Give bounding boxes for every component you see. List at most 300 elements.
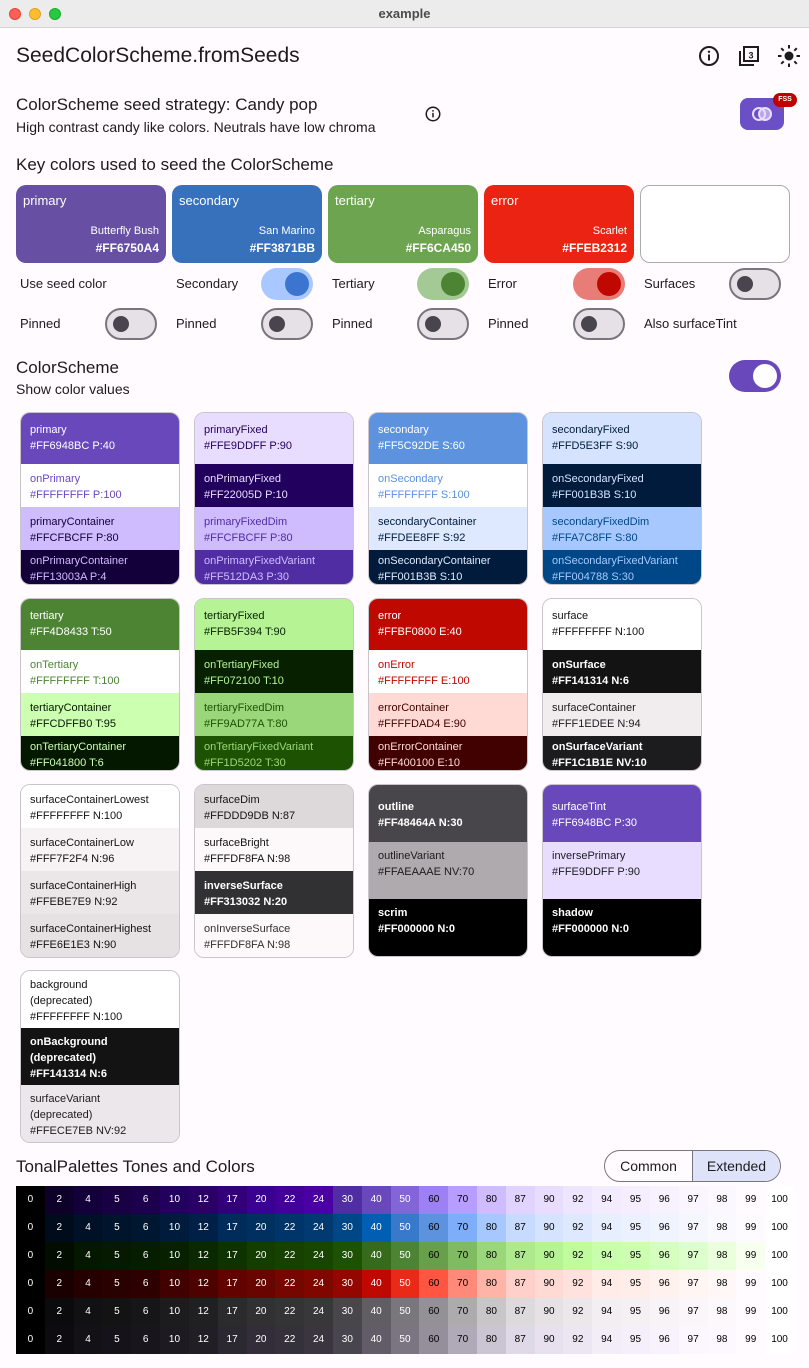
tone-swatch[interactable]: 20	[247, 1298, 276, 1326]
tone-swatch[interactable]: 10	[160, 1242, 189, 1270]
color-swatch-onSurface[interactable]	[543, 650, 701, 693]
show-values-switch[interactable]	[729, 360, 781, 392]
tone-swatch[interactable]: 60	[419, 1242, 448, 1270]
color-swatch-onTertiary[interactable]	[21, 650, 179, 693]
tone-swatch[interactable]: 98	[708, 1186, 737, 1214]
swatch-name: onErrorContainer	[378, 741, 463, 753]
row1-switch-4[interactable]	[729, 268, 781, 300]
tone-swatch[interactable]: 5	[102, 1214, 131, 1242]
tone-swatch[interactable]: 60	[419, 1270, 448, 1298]
seed-card-color-name: San Marino	[258, 225, 315, 237]
tone-swatch[interactable]: 4	[74, 1270, 103, 1298]
seed-card-label: tertiary	[335, 193, 375, 208]
tone-swatch[interactable]: 60	[419, 1326, 448, 1354]
tone-swatch[interactable]: 50	[391, 1214, 420, 1242]
tone-swatch[interactable]: 0	[16, 1298, 45, 1326]
color-swatch-onTertiaryFixedVariant[interactable]	[195, 736, 353, 770]
color-swatch-primaryFixed[interactable]	[195, 413, 353, 464]
tone-swatch[interactable]: 90	[535, 1214, 564, 1242]
tone-swatch[interactable]: 5	[102, 1242, 131, 1270]
tone-swatch[interactable]: 12	[189, 1242, 218, 1270]
color-swatch-error[interactable]	[369, 599, 527, 650]
tone-swatch[interactable]: 6	[131, 1270, 160, 1298]
row2-switch-0[interactable]	[105, 308, 157, 340]
tone-swatch[interactable]: 94	[592, 1242, 621, 1270]
tone-swatch[interactable]: 30	[333, 1270, 362, 1298]
tone-swatch[interactable]: 70	[448, 1186, 477, 1214]
tone-swatch[interactable]: 97	[679, 1214, 708, 1242]
tone-swatch[interactable]: 0	[16, 1326, 45, 1354]
swatch-value: #FF041800 T:6	[30, 757, 104, 769]
tone-swatch[interactable]: 0	[16, 1270, 45, 1298]
tone-swatch[interactable]: 95	[621, 1186, 650, 1214]
tone-swatch[interactable]: 2	[45, 1298, 74, 1326]
swatch-value: #FFFFDAD4 E:90	[378, 718, 467, 730]
tone-swatch[interactable]: 100	[765, 1270, 794, 1298]
window-titlebar	[0, 0, 809, 28]
tone-swatch[interactable]: 99	[736, 1298, 765, 1326]
tone-swatch[interactable]: 20	[247, 1270, 276, 1298]
filter-3-icon[interactable]	[737, 44, 761, 68]
tone-swatch[interactable]: 12	[189, 1186, 218, 1214]
color-swatch-inverseSurface[interactable]	[195, 871, 353, 914]
tone-swatch[interactable]: 4	[74, 1186, 103, 1214]
tone-swatch[interactable]: 6	[131, 1242, 160, 1270]
window-title: example	[378, 6, 431, 21]
row2-switch-2[interactable]	[417, 308, 469, 340]
tone-swatch[interactable]: 60	[419, 1186, 448, 1214]
swatch-value: #FFFFFFFF E:100	[378, 675, 470, 687]
tone-swatch[interactable]: 87	[506, 1298, 535, 1326]
swatch-value: #FFD5E3FF S:90	[552, 440, 639, 452]
tone-swatch[interactable]: 5	[102, 1298, 131, 1326]
color-swatch-onTertiaryFixed[interactable]	[195, 650, 353, 693]
tone-swatch[interactable]: 96	[650, 1186, 679, 1214]
tonal-heading: TonalPalettes Tones and Colors	[16, 1157, 255, 1176]
tone-swatch[interactable]: 90	[535, 1242, 564, 1270]
color-card-error	[368, 598, 528, 771]
tone-swatch[interactable]: 87	[506, 1214, 535, 1242]
swatch-name: background	[30, 979, 88, 991]
swatch-name: onSecondary	[378, 473, 443, 485]
tone-swatch[interactable]: 22	[275, 1214, 304, 1242]
tonal-segmented-control	[604, 1150, 781, 1182]
swatch-name: surface	[552, 610, 589, 622]
swatch-name: secondaryContainer	[378, 516, 477, 528]
swatch-value: #FF4D8433 T:50	[30, 626, 112, 638]
color-swatch-onErrorContainer[interactable]	[369, 736, 527, 770]
swatch-value: #FF400100 E:10	[378, 757, 460, 769]
tone-swatch[interactable]: 94	[592, 1326, 621, 1354]
segment-common[interactable]: Common	[620, 1158, 677, 1174]
strategy-info-icon[interactable]	[424, 105, 442, 123]
tone-swatch[interactable]: 70	[448, 1298, 477, 1326]
tone-swatch[interactable]: 20	[247, 1186, 276, 1214]
info-icon[interactable]	[697, 44, 721, 68]
tone-swatch[interactable]: 2	[45, 1242, 74, 1270]
color-swatch-onError[interactable]	[369, 650, 527, 693]
tone-swatch[interactable]: 10	[160, 1186, 189, 1214]
tone-swatch[interactable]: 94	[592, 1298, 621, 1326]
tone-swatch[interactable]: 97	[679, 1326, 708, 1354]
tone-swatch[interactable]: 50	[391, 1326, 420, 1354]
tone-swatch[interactable]: 92	[563, 1298, 592, 1326]
seed-color-card-surface[interactable]	[640, 185, 790, 263]
seed-card-label: secondary	[179, 193, 239, 208]
color-swatch-secondaryFixedDim[interactable]	[543, 507, 701, 550]
color-swatch-onPrimaryContainer[interactable]	[21, 550, 179, 584]
tone-swatch[interactable]: 97	[679, 1242, 708, 1270]
tonal-palettes-grid	[16, 1186, 794, 1354]
tone-swatch[interactable]: 40	[362, 1242, 391, 1270]
color-swatch-background[interactable]	[21, 971, 179, 1028]
tone-swatch[interactable]: 96	[650, 1326, 679, 1354]
swatch-value: #FFFFFFFF P:100	[30, 489, 122, 501]
tone-swatch[interactable]: 80	[477, 1270, 506, 1298]
tone-swatch[interactable]: 100	[765, 1186, 794, 1214]
color-swatch-onSecondaryFixedVariant[interactable]	[543, 550, 701, 584]
color-swatch-onPrimaryFixedVariant[interactable]	[195, 550, 353, 584]
tone-swatch[interactable]: 95	[621, 1326, 650, 1354]
tone-swatch[interactable]: 50	[391, 1270, 420, 1298]
tone-swatch[interactable]: 99	[736, 1242, 765, 1270]
row2-label-3: Pinned	[488, 316, 529, 331]
tone-swatch[interactable]: 40	[362, 1270, 391, 1298]
tone-swatch[interactable]: 87	[506, 1242, 535, 1270]
row2-label-4: Also surfaceTint	[644, 316, 737, 331]
color-swatch-primary[interactable]	[21, 413, 179, 464]
tonal-palette-row	[16, 1270, 794, 1298]
tone-swatch[interactable]: 30	[333, 1326, 362, 1354]
color-card-surfaceTint	[542, 784, 702, 957]
tone-swatch[interactable]: 50	[391, 1186, 420, 1214]
tone-swatch[interactable]: 30	[333, 1214, 362, 1242]
color-swatch-surfaceContainerLow[interactable]	[21, 828, 179, 871]
tonal-palette-row	[16, 1326, 794, 1354]
row1-switch-1[interactable]	[261, 268, 313, 300]
tone-swatch[interactable]: 60	[419, 1298, 448, 1326]
swatch-value: #FFF7F2F4 N:96	[30, 853, 115, 865]
seed-color-card-primary[interactable]	[16, 185, 166, 263]
tone-swatch[interactable]: 6	[131, 1214, 160, 1242]
swatch-value: #FFFFFFFF T:100	[30, 675, 120, 687]
tone-swatch[interactable]: 95	[621, 1214, 650, 1242]
color-swatch-onSecondary[interactable]	[369, 464, 527, 507]
row1-label-0: Use seed color	[20, 276, 107, 291]
tone-swatch[interactable]: 100	[765, 1242, 794, 1270]
tone-swatch[interactable]: 2	[45, 1326, 74, 1354]
tone-swatch[interactable]: 97	[679, 1298, 708, 1326]
color-swatch-surfaceContainerLowest[interactable]	[21, 785, 179, 828]
color-swatch-onTertiaryContainer[interactable]	[21, 736, 179, 770]
tone-swatch[interactable]: 97	[679, 1270, 708, 1298]
swatch-name: error	[378, 610, 402, 622]
tone-swatch[interactable]: 17	[218, 1214, 247, 1242]
seed-color-card-secondary[interactable]	[172, 185, 322, 263]
swatch-name: surfaceContainerHigh	[30, 880, 137, 892]
tone-swatch[interactable]: 99	[736, 1270, 765, 1298]
tone-swatch[interactable]: 17	[218, 1298, 247, 1326]
swatch-name: primaryFixedDim	[204, 516, 288, 528]
color-swatch-onSecondaryContainer[interactable]	[369, 550, 527, 584]
tone-swatch[interactable]: 4	[74, 1214, 103, 1242]
row2-switch-3[interactable]	[573, 308, 625, 340]
tone-swatch[interactable]: 98	[708, 1326, 737, 1354]
tone-swatch[interactable]: 17	[218, 1326, 247, 1354]
tone-swatch[interactable]: 95	[621, 1298, 650, 1326]
color-swatch-surfaceTint[interactable]	[543, 785, 701, 842]
tone-swatch[interactable]: 80	[477, 1326, 506, 1354]
tone-swatch[interactable]: 22	[275, 1186, 304, 1214]
color-swatch-onSurfaceVariant[interactable]	[543, 736, 701, 770]
tone-swatch[interactable]: 2	[45, 1214, 74, 1242]
color-swatch-surfaceContainerHigh[interactable]	[21, 871, 179, 914]
tone-swatch[interactable]: 50	[391, 1242, 420, 1270]
tone-swatch[interactable]: 0	[16, 1242, 45, 1270]
tone-swatch[interactable]: 2	[45, 1270, 74, 1298]
tone-swatch[interactable]: 87	[506, 1270, 535, 1298]
brightness-icon[interactable]	[777, 44, 801, 68]
tone-swatch[interactable]: 70	[448, 1270, 477, 1298]
tone-swatch[interactable]: 12	[189, 1270, 218, 1298]
color-swatch-scrim[interactable]	[369, 899, 527, 956]
tone-swatch[interactable]: 99	[736, 1326, 765, 1354]
tone-swatch[interactable]: 90	[535, 1186, 564, 1214]
tone-swatch[interactable]: 98	[708, 1242, 737, 1270]
tone-swatch[interactable]: 80	[477, 1214, 506, 1242]
color-swatch-primaryContainer[interactable]	[21, 507, 179, 550]
row1-label-1: Secondary	[176, 276, 239, 291]
tone-swatch[interactable]: 20	[247, 1214, 276, 1242]
show-values-label: Show color values	[16, 381, 130, 397]
tone-swatch[interactable]: 87	[506, 1326, 535, 1354]
swatch-name: surfaceContainerLowest	[30, 794, 149, 806]
tone-swatch[interactable]: 30	[333, 1298, 362, 1326]
swatch-value: #FF6948BC P:40	[30, 440, 115, 452]
color-swatch-onSecondaryFixed[interactable]	[543, 464, 701, 507]
tone-swatch[interactable]: 94	[592, 1186, 621, 1214]
row1-switch-3[interactable]	[573, 268, 625, 300]
color-swatch-shadow[interactable]	[543, 899, 701, 956]
tone-swatch[interactable]: 92	[563, 1326, 592, 1354]
tone-swatch[interactable]: 4	[74, 1298, 103, 1326]
tone-swatch[interactable]: 22	[275, 1298, 304, 1326]
color-swatch-secondaryContainer[interactable]	[369, 507, 527, 550]
seed-color-card-error[interactable]	[484, 185, 634, 263]
tone-swatch[interactable]: 0	[16, 1214, 45, 1242]
tone-swatch[interactable]: 4	[74, 1326, 103, 1354]
color-swatch-tertiaryContainer[interactable]	[21, 693, 179, 736]
tone-swatch[interactable]: 2	[45, 1186, 74, 1214]
row2-switch-1[interactable]	[261, 308, 313, 340]
swatch-name: onError	[378, 659, 415, 671]
color-swatch-primaryFixedDim[interactable]	[195, 507, 353, 550]
tone-swatch[interactable]: 95	[621, 1242, 650, 1270]
tone-swatch[interactable]: 12	[189, 1298, 218, 1326]
tone-swatch[interactable]: 22	[275, 1242, 304, 1270]
tone-swatch[interactable]: 20	[247, 1242, 276, 1270]
tone-swatch[interactable]: 92	[563, 1270, 592, 1298]
tone-swatch[interactable]: 5	[102, 1270, 131, 1298]
swatch-value: #FF001B3B S:10	[378, 571, 463, 583]
tone-swatch[interactable]: 92	[563, 1186, 592, 1214]
tone-swatch[interactable]: 22	[275, 1270, 304, 1298]
tone-swatch[interactable]: 30	[333, 1186, 362, 1214]
tone-swatch[interactable]: 100	[765, 1214, 794, 1242]
tone-swatch[interactable]: 100	[765, 1298, 794, 1326]
swatch-value: #FFECE7EB NV:92	[30, 1125, 127, 1137]
tone-swatch[interactable]: 98	[708, 1270, 737, 1298]
seed-card-hex: #FFEB2312	[562, 241, 627, 255]
swatch-name: secondaryFixed	[552, 424, 630, 436]
swatch-name: primary	[30, 424, 67, 436]
tone-swatch[interactable]: 80	[477, 1242, 506, 1270]
color-swatch-surfaceBright[interactable]	[195, 828, 353, 871]
swatch-name: inversePrimary	[552, 850, 626, 862]
tone-swatch[interactable]: 90	[535, 1326, 564, 1354]
swatch-name: surfaceBright	[204, 837, 269, 849]
tone-swatch[interactable]: 70	[448, 1242, 477, 1270]
tone-swatch[interactable]: 40	[362, 1326, 391, 1354]
tone-swatch[interactable]: 87	[506, 1186, 535, 1214]
tone-swatch[interactable]: 99	[736, 1214, 765, 1242]
tone-swatch[interactable]: 95	[621, 1270, 650, 1298]
key-colors-heading: Key colors used to seed the ColorScheme	[16, 155, 334, 174]
tone-swatch[interactable]: 17	[218, 1242, 247, 1270]
tone-swatch[interactable]: 6	[131, 1298, 160, 1326]
tone-swatch[interactable]: 70	[448, 1214, 477, 1242]
tone-swatch[interactable]: 40	[362, 1186, 391, 1214]
tone-swatch[interactable]: 40	[362, 1298, 391, 1326]
tone-swatch[interactable]: 17	[218, 1270, 247, 1298]
row1-label-2: Tertiary	[332, 276, 375, 291]
color-swatch-outlineVariant[interactable]	[369, 842, 527, 899]
tone-swatch[interactable]: 94	[592, 1214, 621, 1242]
color-swatch-tertiary[interactable]	[21, 599, 179, 650]
color-swatch-tertiaryFixedDim[interactable]	[195, 693, 353, 736]
tone-swatch[interactable]: 17	[218, 1186, 247, 1214]
tone-swatch[interactable]: 6	[131, 1326, 160, 1354]
tone-swatch[interactable]: 98	[708, 1214, 737, 1242]
tone-swatch[interactable]: 24	[304, 1270, 333, 1298]
color-swatch-errorContainer[interactable]	[369, 693, 527, 736]
tone-swatch[interactable]: 12	[189, 1214, 218, 1242]
tone-swatch[interactable]: 12	[189, 1326, 218, 1354]
tone-swatch[interactable]: 5	[102, 1326, 131, 1354]
tone-swatch[interactable]: 96	[650, 1270, 679, 1298]
swatch-name: (deprecated)	[30, 1109, 93, 1121]
tone-swatch[interactable]: 4	[74, 1242, 103, 1270]
color-swatch-secondary[interactable]	[369, 413, 527, 464]
color-swatch-onInverseSurface[interactable]	[195, 914, 353, 957]
tone-swatch[interactable]: 70	[448, 1326, 477, 1354]
tone-swatch[interactable]: 50	[391, 1298, 420, 1326]
tone-swatch[interactable]: 99	[736, 1186, 765, 1214]
swatch-value: #FFF1EDEE N:94	[552, 718, 641, 730]
tone-swatch[interactable]: 96	[650, 1242, 679, 1270]
tone-swatch[interactable]: 97	[679, 1186, 708, 1214]
tone-swatch[interactable]: 96	[650, 1298, 679, 1326]
color-swatch-onBackground[interactable]	[21, 1028, 179, 1085]
tone-swatch[interactable]: 0	[16, 1186, 45, 1214]
tone-swatch[interactable]: 90	[535, 1270, 564, 1298]
swatch-name: primaryContainer	[30, 516, 115, 528]
tone-swatch[interactable]: 10	[160, 1214, 189, 1242]
swatch-name: tertiaryFixedDim	[204, 702, 285, 714]
tone-swatch[interactable]: 60	[419, 1214, 448, 1242]
swatch-name: onPrimary	[30, 473, 81, 485]
swatch-value: #FF000000 N:0	[552, 923, 630, 935]
swatch-value: #FFFFFFFF N:100	[552, 626, 645, 638]
tone-swatch[interactable]: 92	[563, 1242, 592, 1270]
color-swatch-onPrimary[interactable]	[21, 464, 179, 507]
swatch-name: onSecondaryFixedVariant	[552, 555, 678, 567]
color-swatch-tertiaryFixed[interactable]	[195, 599, 353, 650]
color-swatch-surfaceDim[interactable]	[195, 785, 353, 828]
swatch-name: tertiaryFixed	[204, 610, 265, 622]
swatch-name: onInverseSurface	[204, 923, 291, 935]
tone-swatch[interactable]: 98	[708, 1298, 737, 1326]
tone-swatch[interactable]: 40	[362, 1214, 391, 1242]
color-swatch-secondaryFixed[interactable]	[543, 413, 701, 464]
swatch-value: #FFBF0800 E:40	[378, 626, 462, 638]
tone-swatch[interactable]: 10	[160, 1326, 189, 1354]
tone-swatch[interactable]: 94	[592, 1270, 621, 1298]
color-card-outline	[368, 784, 528, 957]
tone-swatch[interactable]: 6	[131, 1186, 160, 1214]
tone-swatch[interactable]: 22	[275, 1326, 304, 1354]
seed-card-hex: #FF6CA450	[405, 241, 471, 255]
tone-swatch[interactable]: 24	[304, 1298, 333, 1326]
tone-swatch[interactable]: 90	[535, 1298, 564, 1326]
tone-swatch[interactable]: 96	[650, 1214, 679, 1242]
seed-color-card-tertiary[interactable]	[328, 185, 478, 263]
tonal-palette-row	[16, 1298, 794, 1326]
color-swatch-inversePrimary[interactable]	[543, 842, 701, 899]
tone-swatch[interactable]: 80	[477, 1298, 506, 1326]
row2-label-0: Pinned	[20, 316, 61, 331]
segment-extended[interactable]: Extended	[692, 1151, 780, 1181]
tone-swatch[interactable]: 30	[333, 1242, 362, 1270]
swatch-name: surfaceContainerLow	[30, 837, 134, 849]
color-swatch-surfaceContainer[interactable]	[543, 693, 701, 736]
tone-swatch[interactable]: 5	[102, 1186, 131, 1214]
tone-swatch[interactable]: 92	[563, 1214, 592, 1242]
swatch-name: onBackground	[30, 1036, 108, 1048]
tone-swatch[interactable]: 10	[160, 1298, 189, 1326]
tone-swatch[interactable]: 80	[477, 1186, 506, 1214]
tone-swatch[interactable]: 24	[304, 1242, 333, 1270]
color-swatch-onPrimaryFixed[interactable]	[195, 464, 353, 507]
tone-swatch[interactable]: 10	[160, 1270, 189, 1298]
swatch-name: onPrimaryContainer	[30, 555, 128, 567]
tone-swatch[interactable]: 20	[247, 1326, 276, 1354]
color-swatch-outline[interactable]	[369, 785, 527, 842]
row1-switch-2[interactable]	[417, 268, 469, 300]
swatch-name: onSurfaceVariant	[552, 741, 643, 753]
tone-swatch[interactable]: 100	[765, 1326, 794, 1354]
strategy-description: High contrast candy like colors. Neutrals have low chroma	[16, 119, 376, 135]
swatch-value: #FF512DA3 P:30	[204, 571, 289, 583]
tone-swatch[interactable]: 24	[304, 1186, 333, 1214]
color-swatch-surface[interactable]	[543, 599, 701, 650]
tone-swatch[interactable]: 24	[304, 1214, 333, 1242]
color-swatch-surfaceContainerHighest[interactable]	[21, 914, 179, 957]
color-swatch-surfaceVariant[interactable]	[21, 1085, 179, 1142]
seed-card-label: primary	[23, 193, 67, 208]
swatch-value: #FF072100 T:10	[204, 675, 284, 687]
tone-swatch[interactable]: 24	[304, 1326, 333, 1354]
